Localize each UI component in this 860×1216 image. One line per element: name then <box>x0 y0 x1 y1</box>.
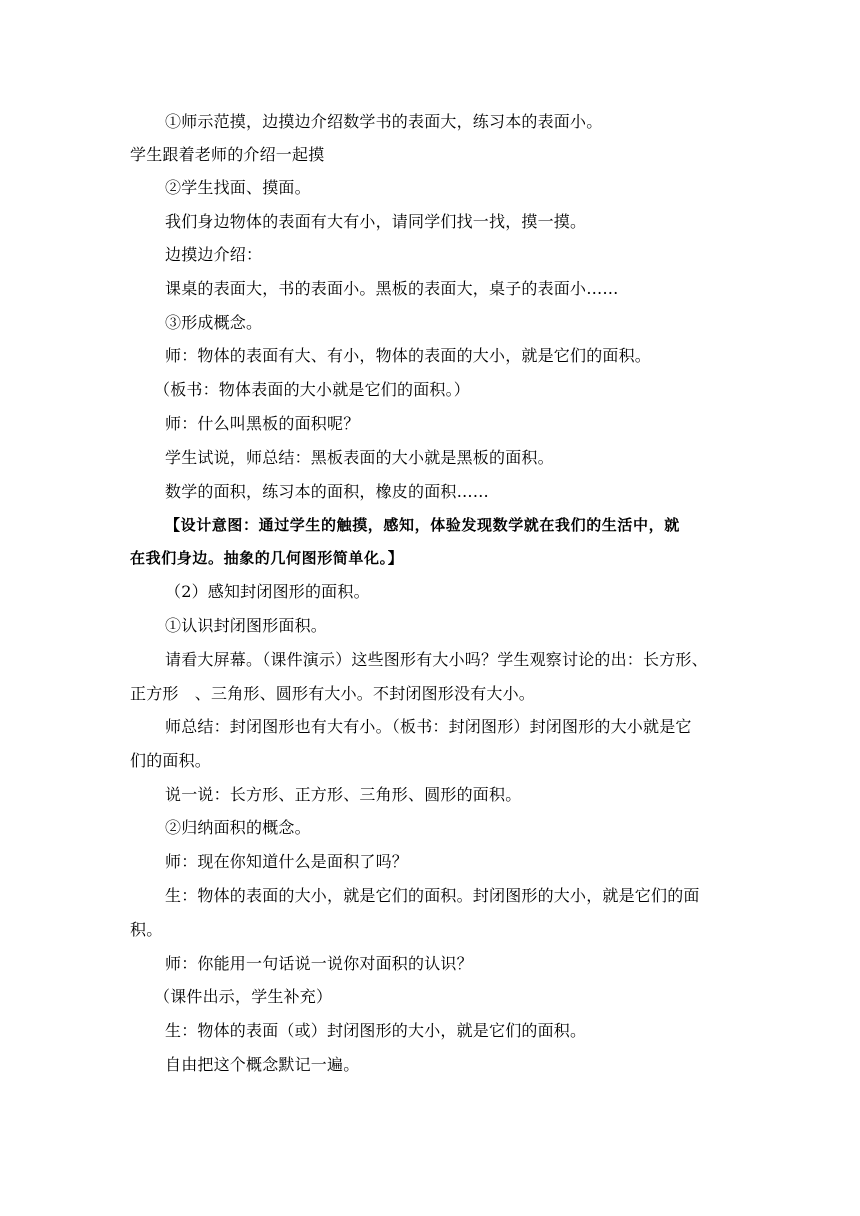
paragraph-line: 学生跟着老师的介绍一起摸 <box>130 145 325 164</box>
paragraph-line: 师：什么叫黑板的面积呢？ <box>165 414 360 433</box>
paragraph-line: 师：物体的表面有大、有小，物体的表面的大小，就是它们的面积。 <box>165 346 652 365</box>
paragraph-line: 说一说：长方形、正方形、三角形、圆形的面积。 <box>165 785 522 804</box>
paragraph-line: ①认识封闭图形面积。 <box>165 616 328 635</box>
paragraph-line: （板书：物体表面的大小就是它们的面积。） <box>154 380 471 399</box>
design-intent-line: 在我们身边。抽象的几何图形简单化。】 <box>130 549 404 567</box>
paragraph-line: 请看大屏幕。（课件演示）这些图形有大小吗？学生观察讨论的出：长方形、 <box>165 650 708 669</box>
paragraph-line: 自由把这个概念默记一遍。 <box>165 1055 360 1074</box>
paragraph-line: 积。 <box>130 920 163 939</box>
paragraph-line: 生：物体的表面的大小，就是它们的面积。封闭图形的大小，就是它们的面 <box>165 886 700 905</box>
paragraph-line: （课件出示，学生补充） <box>154 987 333 1006</box>
paragraph-line: ③形成概念。 <box>165 313 263 332</box>
paragraph-line: 课桌的表面大，书的表面小。黑板的表面大，桌子的表面小…… <box>165 279 619 298</box>
paragraph-line: ②归纳面积的概念。 <box>165 818 311 837</box>
paragraph-line: 正方形 、三角形、圆形有大小。不封闭图形没有大小。 <box>130 684 536 703</box>
paragraph-line: 学生试说，师总结：黑板表面的大小就是黑板的面积。 <box>165 448 554 467</box>
paragraph-line: ①师示范摸，边摸边介绍数学书的表面大，练习本的表面小。 <box>165 112 603 131</box>
paragraph-line: 师总结：封闭图形也有大有小。（板书：封闭图形）封闭图形的大小就是它 <box>165 717 692 736</box>
paragraph-line: 生：物体的表面（或）封闭图形的大小，就是它们的面积。 <box>165 1021 587 1040</box>
paragraph-line: 们的面积。 <box>130 751 212 770</box>
design-intent-line: 【设计意图：通过学生的触摸，感知，体验发现数学就在我们的生活中，就 <box>165 516 680 534</box>
paragraph-line: 我们身边物体的表面有大有小，请同学们找一找，摸一摸。 <box>165 212 587 231</box>
paragraph-line: 数学的面积，练习本的面积，橡皮的面积…… <box>165 482 490 501</box>
paragraph-line: ②学生找面、摸面。 <box>165 178 311 197</box>
paragraph-line: 师：你能用一句话说一说你对面积的认识？ <box>165 954 473 973</box>
paragraph-line: （2）感知封闭图形的面积。 <box>165 582 370 601</box>
paragraph-line: 边摸边介绍： <box>165 245 263 264</box>
paragraph-line: 师：现在你知道什么是面积了吗？ <box>165 852 409 871</box>
